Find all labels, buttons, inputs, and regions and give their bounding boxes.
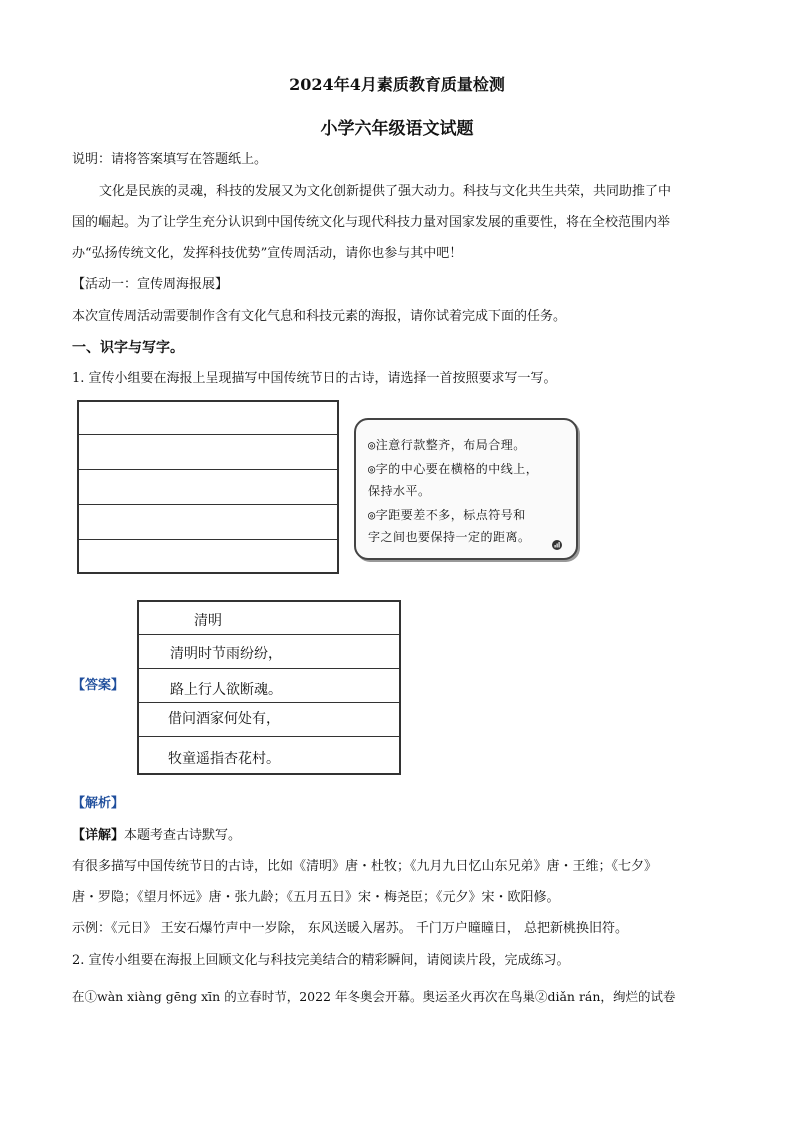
- intro-paragraph-line-1: 文化是民族的灵魂，科技的发展又为文化创新提供了强大动力。科技与文化共生共荣，共同助推了中: [99, 184, 672, 199]
- question-2-passage: 在①wàn xiàng gēng xīn 的立春时节，2022 年冬奥会开幕。奥运圣火再次在鸟巢②diǎn rán，绚烂的试卷: [72, 989, 676, 1004]
- poem-line: 清明时节雨纷纷，: [170, 646, 282, 662]
- grid-line: [79, 434, 337, 435]
- intro-paragraph-line-3: 办“弘扬传统文化，发挥科技优势”宣传周活动，请你也参与其中吧！: [72, 246, 463, 261]
- grid-line: [139, 668, 399, 669]
- answer-label: 【答案】: [72, 678, 125, 693]
- grid-line: [139, 736, 399, 737]
- grid-line: [139, 702, 399, 703]
- section-heading: 一、识字与写字。: [72, 340, 184, 356]
- question-2: 2. 宣传小组要在海报上回顾文化与科技完美结合的精彩瞬间，请阅读片段，完成练习。: [72, 953, 570, 968]
- detail-line: [72, 827, 241, 845]
- page-subtitle: 小学六年级语文试题: [320, 119, 474, 139]
- activity-description: 本次宣传周活动需要制作含有文化气息和科技元素的海报，请你试着完成下面的任务。: [72, 309, 567, 324]
- poem-line: 牧童遥指杏花村。: [168, 751, 280, 767]
- tip-text: 字之间也要保持一定的距离。: [368, 530, 531, 544]
- grid-line: [79, 539, 337, 540]
- grid-line: [79, 504, 337, 505]
- analysis-line-1: 有很多描写中国传统节日的古诗，比如《清明》唐・杜牧；《九月九日忆山东兄弟》唐・王维；《七夕》: [72, 859, 658, 874]
- tip-text: ◎字的中心要在横格的中线上，: [368, 462, 539, 476]
- question-1: 1. 宣传小组要在海报上呈现描写中国传统节日的古诗，请选择一首按照要求写一写。: [72, 371, 557, 386]
- poem-title: 清明: [194, 613, 222, 629]
- analysis-label: 【解析】: [72, 796, 125, 811]
- detail-text: 本题考查古诗默写。: [124, 828, 242, 843]
- grid-line: [139, 634, 399, 635]
- answer-grid: [137, 600, 401, 775]
- instruction-note: 说明：请将答案填写在答题纸上。: [72, 152, 268, 167]
- tip-text: 保持水平。: [368, 484, 431, 498]
- analysis-example: 示例：《元日》 王安石爆竹声中一岁除， 东风送暖入屠苏。 千门万户曈曈日， 总把新桃换旧符。: [72, 921, 629, 936]
- tip-text: ◎注意行款整齐，布局合理。: [368, 438, 526, 452]
- page-title: 2024年4月素质教育质量检测: [289, 75, 505, 94]
- activity-heading: 【活动一：宣传周海报展】: [72, 277, 229, 292]
- writing-tips-box: [354, 418, 578, 560]
- intro-paragraph-line-2: 国的崛起。为了让学生充分认识到中国传统文化与现代科技力量对国家发展的重要性，将在全校范围内举: [72, 215, 671, 230]
- poem-line: 路上行人欲断魂。: [170, 682, 282, 698]
- poem-line: 借问酒家何处有，: [168, 711, 280, 727]
- writing-grid: [77, 400, 339, 574]
- analysis-line-2: 唐・罗隐；《望月怀远》唐・张九龄；《五月五日》宋・梅尧臣；《元夕》宋・欧阳修。: [72, 890, 560, 905]
- tip-text: ◎字距要差不多，标点符号和: [368, 508, 526, 522]
- detail-label: 【详解】: [72, 828, 125, 843]
- grid-line: [79, 469, 337, 470]
- signal-bars-icon: [552, 540, 562, 550]
